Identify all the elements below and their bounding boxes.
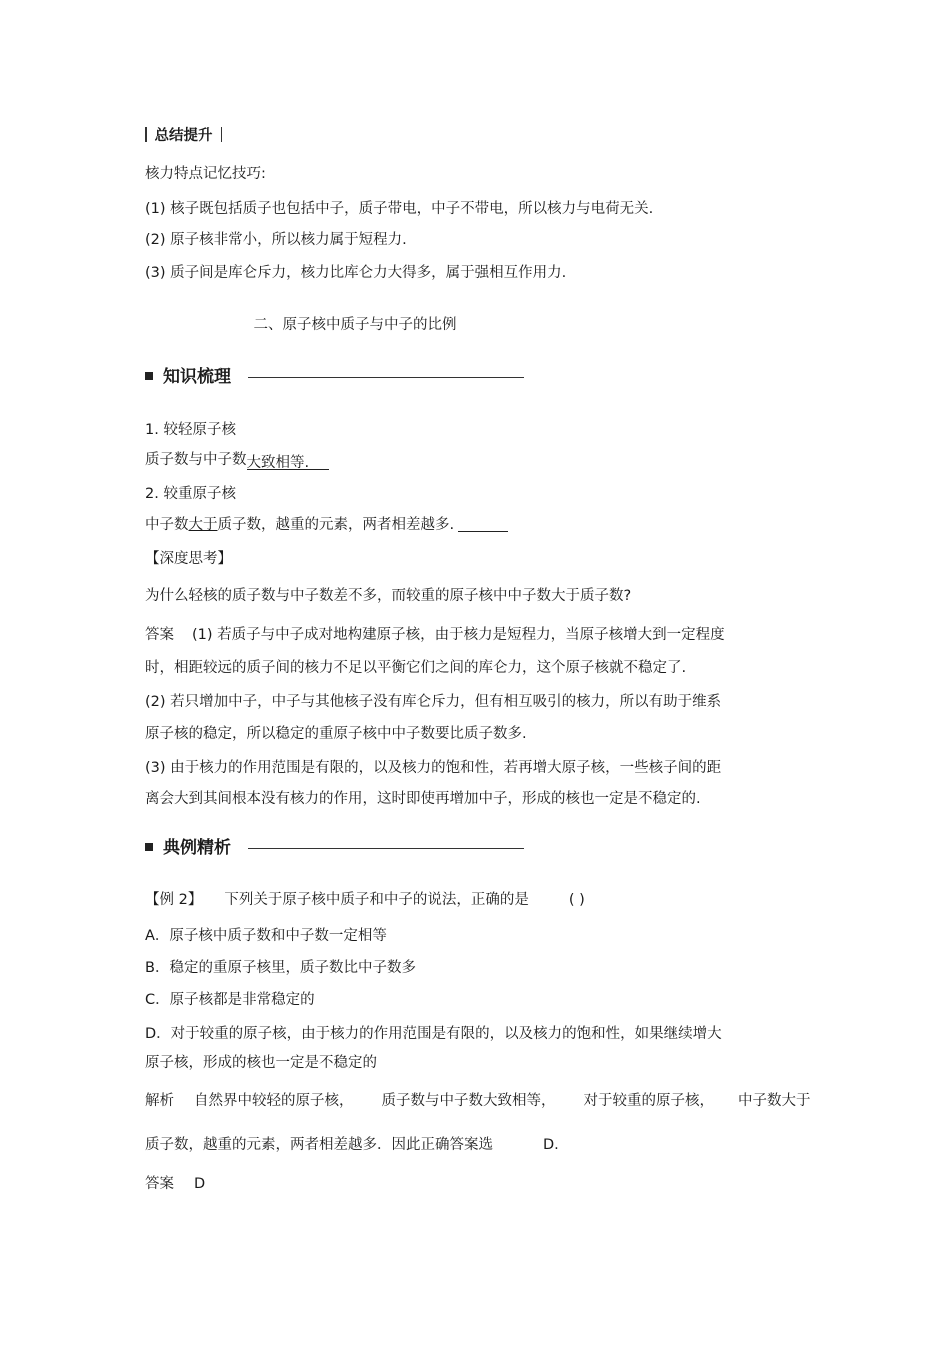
answer-paren: ( ): [568, 892, 585, 908]
answer-line-6: 离会大到其间根本没有核力的作用，这时即使再增加中子，形成的核也一定是不稳定的.: [145, 791, 701, 807]
fill-blank-1: 大致相等.: [247, 453, 329, 470]
fill-answer-2: 大于: [188, 517, 218, 533]
option-d-line-2: 原子核，形成的核也一定是不稳定的: [145, 1055, 377, 1071]
answer-line-4: 原子核的稳定，所以稳定的重原子核中中子数要比质子数多.: [145, 726, 527, 742]
heading-rule: [248, 848, 524, 849]
final-answer-label: 答案: [145, 1176, 174, 1192]
title-bar-left: [145, 127, 147, 142]
summary-point-3: (3) 质子间是库仑斥力，核力比库仑力大得多，属于强相互作用力.: [145, 265, 567, 281]
item1-text: 质子数与中子数大致相等.: [145, 450, 329, 470]
deep-think-label: 【深度思考】: [145, 551, 232, 567]
analysis-line-2: 质子数，越重的元素，两者相差越多．因此正确答案选 D.: [145, 1137, 559, 1153]
option-a: A．原子核中质子数和中子数一定相等: [145, 928, 387, 944]
item2-text: 中子数大于质子数，越重的元素，两者相差越多.: [145, 515, 508, 535]
analysis-choice: D.: [543, 1137, 559, 1153]
analysis-label: 解析: [145, 1093, 174, 1109]
option-c: C．原子核都是非常稳定的: [145, 992, 315, 1008]
answer-label: 答案: [145, 627, 174, 643]
summary-point-1: (1) 核子既包括质子也包括中子，质子带电，中子不带电，所以核力与电荷无关.: [145, 201, 654, 217]
example-label: 【例 2】: [145, 892, 203, 908]
final-answer: [145, 1174, 205, 1194]
final-answer-value: D: [194, 1176, 206, 1192]
answer-line-2: 时，相距较远的质子间的核力不足以平衡它们之间的库仑力，这个原子核就不稳定了.: [145, 660, 687, 676]
answer-line-3: (2) 若只增加中子，中子与其他核子没有库仑斥力，但有相互吸引的核力，所以有助于维系: [145, 694, 722, 710]
section-title: 二、原子核中质子与中子的比例: [253, 317, 457, 333]
option-d-line-1: D．对于较重的原子核，由于核力的作用范围是有限的，以及核力的饱和性，如果继续增大: [145, 1026, 722, 1042]
answer-line-5: (3) 由于核力的作用范围是有限的，以及核力的饱和性，若再增大原子核，一些核子间的距: [145, 760, 722, 776]
title-bar-right: [221, 127, 223, 142]
heading-rule: [248, 377, 524, 378]
item2-title: 2. 较重原子核: [145, 486, 236, 502]
square-bullet-icon: [145, 843, 153, 851]
summary-title: 总结提升: [145, 126, 230, 146]
square-bullet-icon: [145, 372, 153, 380]
answer-line-1: 答案 (1) 若质子与中子成对地构建原子核，由于核力是短程力，当原子核增大到一定程度: [145, 627, 725, 643]
summary-intro: 核力特点记忆技巧:: [145, 166, 266, 182]
analysis-line-1: 解析 自然界中较轻的原子核， 质子数与中子数大致相等， 对于较重的原子核， 中子数大于: [145, 1093, 811, 1109]
example-stem: 【例 2】 下列关于原子核中质子和中子的说法，正确的是 ( ): [145, 892, 585, 908]
question-text: 为什么轻核的质子数与中子数差不多，而较重的原子核中中子数大于质子数?: [145, 588, 632, 604]
knowledge-heading: 知识梳理: [145, 366, 231, 388]
summary-point-2: (2) 原子核非常小，所以核力属于短程力.: [145, 232, 407, 248]
option-b: B．稳定的重原子核里，质子数比中子数多: [145, 960, 416, 976]
item1-title: 1. 较轻原子核: [145, 422, 236, 438]
example-heading: 典例精析: [145, 837, 231, 859]
fill-blank-2: [458, 515, 508, 532]
